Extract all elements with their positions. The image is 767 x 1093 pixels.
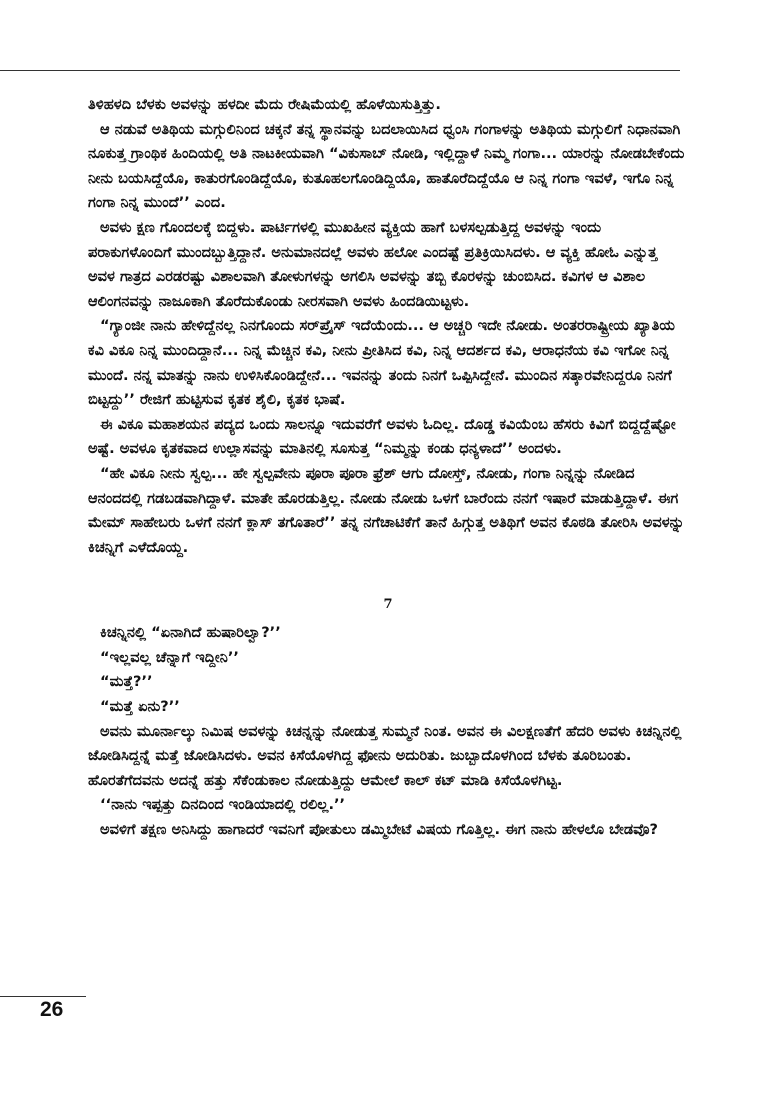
dialogue-line: ಕಿಚನ್ನಿನಲ್ಲಿ “ಏನಾಗಿದೆ ಹುಷಾರಿಲ್ವಾ?’’ — [100, 624, 281, 642]
page-body — [88, 93, 688, 843]
paragraph: ‘‘ನಾನು ಇಪ್ಪತ್ತು ದಿನದಿಂದ ಇಂಡಿಯಾದಲ್ಲಿ ರಲಿಲ್ಲ.’’ — [100, 796, 346, 814]
top-rule — [0, 70, 680, 71]
page-number: 26 — [40, 998, 64, 1021]
paragraph: ಅವಳಿಗೆ ತಕ್ಷಣ ಅನಿಸಿದ್ದು ಹಾಗಾದರೆ ಇವನಿಗೆ ಪೋತುಲು ಡಮ್ಮಿಬೇಟೆ ವಿಷಯ ಗೊತ್ತಿಲ್ಲ. ಈಗ ನಾನು ಹೇಳಲೊ ಬೇಡವೊ? — [100, 821, 658, 839]
dialogue-line: “ಮತ್ತೆ ಏನು?’’ — [100, 698, 180, 716]
section-number: 7 — [383, 597, 393, 613]
paragraph: ಅವನು ಮೂರ್ನಾಲ್ಕು ನಿಮಿಷ ಅವಳನ್ನು ಕಿಚನ್ನನ್ನು ನೋಡುತ್ತ ಸುಮ್ಮನೆ ನಿಂತ. ಅವನ ಈ ವಿಲಕ್ಷಣತೆಗೆ ಹೆದರಿ ಅವಳು ಕಿಚನ್ನಿನಲ್ಲಿ ಜೋಡಿಸಿದ್ದನ್ನೆ ಮತ್ತೆ ಜೋಡಿಸಿದಳು. ಅವನ ಕಿಸೆಯೊಳಗಿದ್ದ ಫೋನು ಅದುರಿತು. ಜುಬ್ಬಾದೊಳಗಿಂದ ಬೆಳಕು ತೂರಿಬಂತು. ಹೊರತೆಗೆದವನು ಅದನ್ನೆ ಹತ್ತು ಸೆಕೆಂಡುಕಾಲ ನೋಡುತ್ತಿದ್ದು ಆಮೇಲೆ ಕಾಲ್ ಕಟ್ ಮಾಡಿ ಕಿಸೆಯೊಳಗಿಟ್ಟ. — [88, 722, 682, 789]
paragraph: “ಗ್ಯಾಂಜೀ ನಾನು ಹೇಳಿದ್ದೆನಲ್ಲ ನಿನಗೊಂದು ಸರ್‌ಪ್ರೈಸ್ ಇದೆಯೆಂದು... ಆ ಅಚ್ಚರಿ ಇದೇ ನೋಡು. ಅಂತರರಾಷ್ಟ್ರೀಯ ಖ್ಯಾತಿಯ ಕವಿ ವಿಕೂ ನಿನ್ನ ಮುಂದಿದ್ದಾನೆ... ನಿನ್ನ ಮೆಚ್ಚಿನ ಕವಿ, ನೀನು ಪ್ರೀತಿಸಿದ ಕವಿ, ನಿನ್ನ ಆದರ್ಶದ ಕವಿ, ಆರಾಧನೆಯ ಕವಿ ಇಗೋ ನಿನ್ನ ಮುಂದೆ. ನನ್ನ ಮಾತನ್ನು ನಾನು ಉಳಿಸಿಕೊಂಡಿದ್ದೇನೆ... ಇವನನ್ನು ತಂದು ನಿನಗೆ ಒಪ್ಪಿಸಿದ್ದೇನೆ. ಮುಂದಿನ ಸತ್ಕಾರವೇನಿದ್ದರೂ ನಿನಗೆ ಬಿಟ್ಟದ್ದು’’ ರೇಜಿಗೆ ಹುಟ್ಟಿಸುವ ಕೃತಕ ಶೈಲಿ, ಕೃತಕ ಭಾಷೆ. — [88, 317, 676, 409]
paragraph: ಅವಳು ಕ್ಷಣ ಗೊಂದಲಕ್ಕೆ ಬಿದ್ದಳು. ಪಾರ್ಟಿಗಳಲ್ಲಿ ಮುಖಹೀನ ವ್ಯಕ್ತಿಯ ಹಾಗೆ ಬಳಸಲ್ಪಡುತ್ತಿದ್ದ ಅವಳನ್ನು ಇಂದು ಪರಾಕುಗಳೊಂದಿಗೆ ಮುಂದಬ್ಬುತ್ತಿದ್ದಾನೆ. ಅನುಮಾನದಲ್ಲೆ ಅವಳು ಹಲೋ ಎಂದಷ್ಟೆ ಪ್ರತಿಕ್ರಿಯಿಸಿದಳು. ಆ ವ್ಯಕ್ತಿ ಹೋಓ ಎನ್ನುತ್ತ ಅವಳ ಗಾತ್ರದ ಎರಡರಷ್ಟು ವಿಶಾಲವಾಗಿ ತೋಳುಗಳನ್ನು ಅಗಲಿಸಿ ಅವಳನ್ನು ತಬ್ಬಿ ಕೊರಳನ್ನು ಚುಂಬಿಸಿದ. ಕವಿಗಳ ಆ ವಿಶಾಲ ಆಲಿಂಗನವನ್ನು ನಾಜೂಕಾಗಿ ತೊರೆದುಕೊಂಡು ನೀರಸವಾಗಿ ಅವಳು ಹಿಂದಡಿಯಿಟ್ಟಳು. — [88, 218, 658, 310]
paragraph: ಈ ವಿಕೂ ಮಹಾಶಯನ ಪದ್ಯದ ಒಂದು ಸಾಲನ್ನೂ ಇದುವರೆಗೆ ಅವಳು ಓದಿಲ್ಲ. ದೊಡ್ಡ ಕವಿಯೆಂಬ ಹೆಸರು ಕಿವಿಗೆ ಬಿದ್ದದ್ದೆಷ್ಟೋ ಅಷ್ಟೆ. ಅವಳೂ ಕೃತಕವಾದ ಉಲ್ಲಾಸವನ್ನು ಮಾತಿನಲ್ಲಿ ಸೂಸುತ್ತ “ನಿಮ್ಮನ್ನು ಕಂಡು ಧನ್ಯಳಾದೆ’’ ಅಂದಳು. — [88, 415, 676, 458]
paragraph: “ಹೇ ವಿಕೂ ನೀನು ಸ್ವಲ್ಪ... ಹೇ ಸ್ವಲ್ಪವೇನು ಪೂರಾ ಪೂರಾ ಫ್ರೆಶ್ ಆಗು ದೋಸ್ತ್, ನೋಡು, ಗಂಗಾ ನಿನ್ನನ್ನು ನೋಡಿದ ಆನಂದದಲ್ಲಿ ಗಡಬಡವಾಗಿದ್ದಾಳೆ. ಮಾತೇ ಹೊರಡುತ್ತಿಲ್ಲ. ನೋಡು ನೋಡು ಒಳಗೆ ಬಾರೆಂದು ನನಗೆ ಇಷಾರೆ ಮಾಡುತ್ತಿದ್ದಾಳೆ. ಈಗ ಮೇಮ್ ಸಾಹೇಬರು ಒಳಗೆ ನನಗೆ ಕ್ಲಾಸ್ ತಗೊತಾರೆ’’ ತನ್ನ ನಗೆಚಾಟಿಕೆಗೆ ತಾನೆ ಹಿಗ್ಗುತ್ತ ಅತಿಥಿಗೆ ಅವನ ಕೊಠಡಿ ತೋರಿಸಿ ಅವಳನ್ನು ಕಿಚನ್ನಿಗೆ ಎಳೆದೊಯ್ದ. — [88, 464, 685, 556]
dialogue-line: “ಇಲ್ಲವಲ್ಲ ಚೆನ್ನಾಗೆ ಇದ್ದೀನಿ’’ — [100, 648, 239, 666]
paragraph: ತಿಳಿಹಳದಿ ಬೆಳಕು ಅವಳನ್ನು ಹಳದೀ ಮೆದು ರೇಷಿಮೆಯಲ್ಲಿ ಹೊಳೆಯಿಸುತ್ತಿತ್ತು. — [88, 96, 441, 113]
paragraph: ಆ ನಡುವೆ ಅತಿಥಿಯ ಮಗ್ಗುಲಿನಿಂದ ಚಕ್ಕನೆ ತನ್ನ ಸ್ಥಾನವನ್ನು ಬದಲಾಯಿಸಿದ ಧ್ವಂಸಿ ಗಂಗಾಳನ್ನು ಅತಿಥಿಯ ಮಗ್ಗುಲಿಗೆ ನಿಧಾನವಾಗಿ ನೂಕುತ್ತ ಗ್ರಾಂಥಿಕ ಹಿಂದಿಯಲ್ಲಿ ಅತಿ ನಾಟಕೀಯವಾಗಿ “ವಿಕುಸಾಬ್ ನೋಡಿ, ಇಲ್ಲಿದ್ದಾಳೆ ನಿಮ್ಮ ಗಂಗಾ... ಯಾರನ್ನು ನೋಡಬೇಕೆಂದು ನೀನು ಬಯಸಿದ್ದೆಯೊ, ಕಾತುರಗೊಂಡಿದ್ದೆಯೊ, ಕುತೂಹಲಗೊಂಡಿದ್ದಿಯೊ, ಹಾತೊರೆದಿದ್ದೆಯೊ ಆ ನಿನ್ನ ಗಂಗಾ ಇವಳೆ, ಇಗೊ ನಿನ್ನ ಗಂಗಾ ನಿನ್ನ ಮುಂದೆ’’ ಎಂದ. — [88, 120, 685, 212]
dialogue-line: “ಮತ್ತೆ?’’ — [100, 673, 153, 691]
